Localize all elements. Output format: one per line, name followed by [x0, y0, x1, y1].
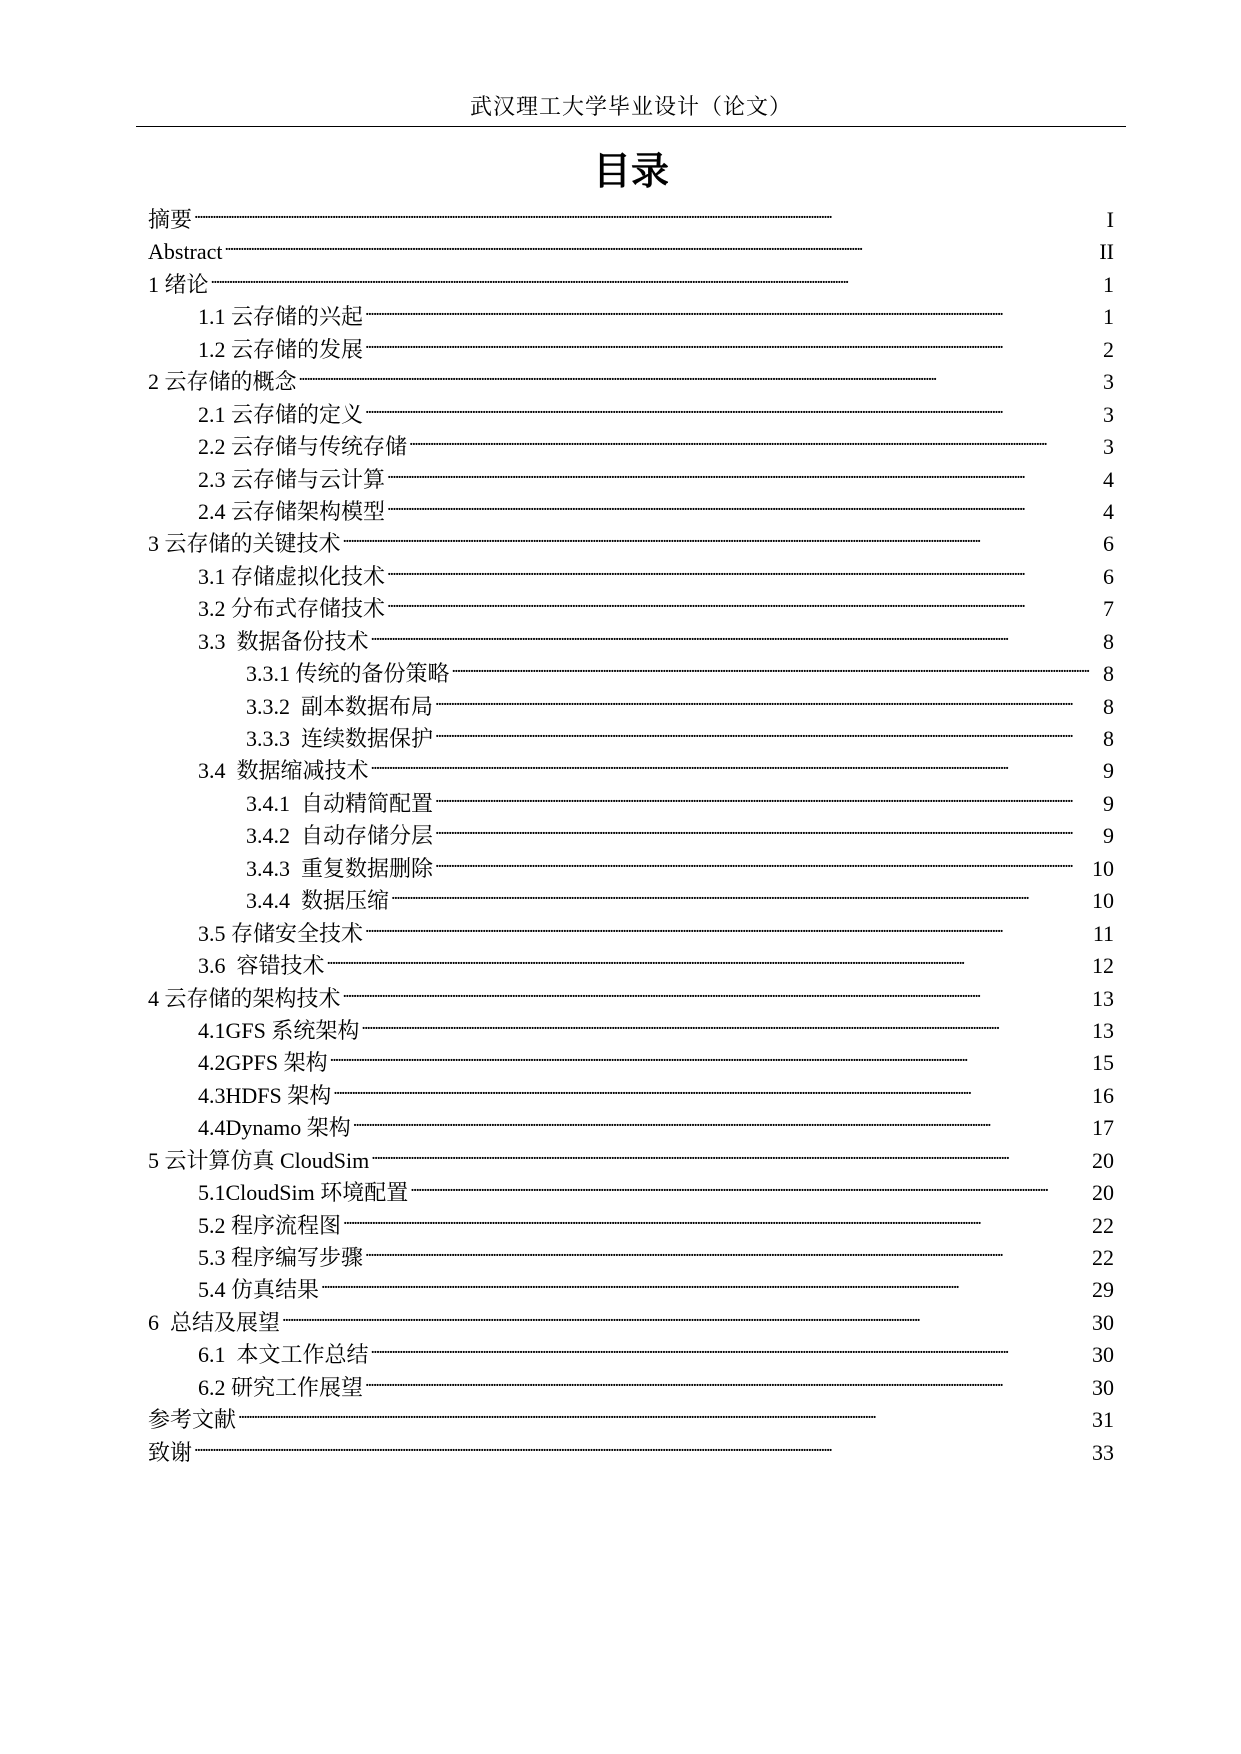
toc-entry[interactable]: [148, 227, 1114, 265]
toc-dot-leader: [435, 811, 1101, 843]
toc-entry[interactable]: [148, 1298, 1114, 1335]
toc-dot-leader: [353, 1103, 1090, 1135]
toc-dot-leader: [365, 1363, 1090, 1395]
toc-dot-leader: [330, 1038, 1090, 1070]
toc-dot-leader: [387, 455, 1101, 487]
toc-entry-label: 6.2 研究工作展望: [198, 1374, 364, 1400]
toc-entry-label: 3.3.2 副本数据布局: [246, 693, 434, 719]
toc-entry-page-number: 9: [1103, 790, 1114, 816]
toc-entry-page-number: 30: [1092, 1342, 1114, 1368]
toc-entry-page-number: 2: [1103, 336, 1114, 362]
toc-entry-page-number: 13: [1092, 1017, 1114, 1043]
toc-dot-leader: [387, 552, 1101, 584]
toc-entry-page-number: 15: [1092, 1050, 1114, 1076]
toc-entry-page-number: 1: [1103, 304, 1114, 330]
toc-dot-leader: [371, 617, 1101, 649]
toc-entry-label: 3.4.3 重复数据删除: [246, 855, 434, 881]
toc-entry-label: 1 绪论: [148, 271, 209, 297]
toc-dot-leader: [387, 584, 1101, 616]
toc-entry-label: 5.3 程序编写步骤: [198, 1245, 364, 1270]
toc-entry-page-number: 8: [1103, 726, 1114, 751]
toc-dot-leader: [365, 325, 1101, 357]
toc-entry-page-number: 11: [1092, 920, 1114, 946]
toc-dot-leader: [435, 682, 1101, 714]
toc-entry-page-number: I: [1106, 207, 1114, 232]
toc-dot-leader: [371, 746, 1101, 778]
toc-entry-label: 3.4.1 自动精简配置: [246, 790, 434, 816]
toc-entry-page-number: 7: [1103, 596, 1114, 622]
toc-entry[interactable]: [148, 1428, 1114, 1465]
toc-entry-page-number: II: [1099, 239, 1114, 265]
toc-entry-page-number: 22: [1092, 1245, 1114, 1270]
toc-entry-page-number: 31: [1092, 1407, 1114, 1433]
toc-entry-label: 3.2 分布式存储技术: [198, 596, 386, 622]
toc-entry-page-number: 9: [1103, 758, 1114, 784]
toc-entry-label: Abstract: [148, 239, 223, 265]
toc-dot-leader: [365, 292, 1101, 324]
toc-entry-label: 2.4 云存储架构模型: [198, 498, 386, 524]
toc-dot-leader: [387, 487, 1101, 519]
toc-entry[interactable]: [148, 292, 1114, 330]
toc-entry-label: 参考文献: [148, 1407, 237, 1433]
toc-entry-label: 4.4Dynamo 架构: [198, 1115, 351, 1141]
toc-entry-page-number: 22: [1092, 1212, 1114, 1238]
toc-entry-page-number: 8: [1103, 628, 1114, 654]
toc-dot-leader: [365, 390, 1101, 422]
toc-entry-label: 致谢: [148, 1439, 193, 1465]
toc-entry-page-number: 9: [1103, 823, 1114, 849]
toc-dot-leader: [194, 1428, 1090, 1460]
table-of-contents: [148, 195, 1114, 1465]
toc-entry-label: 3.3 数据备份技术: [198, 628, 369, 654]
toc-entry-page-number: 10: [1092, 855, 1114, 881]
toc-dot-leader: [299, 357, 1101, 389]
toc-entry[interactable]: [148, 1330, 1114, 1368]
toc-entry-page-number: 20: [1092, 1147, 1114, 1173]
toc-entry-page-number: 29: [1092, 1277, 1114, 1303]
toc-entry-label: 3.5 存储安全技术: [198, 920, 364, 946]
toc-entry-label: 5.2 程序流程图: [198, 1212, 342, 1238]
toc-dot-leader: [194, 195, 1105, 227]
toc-entry-label: 6.1 本文工作总结: [198, 1342, 369, 1368]
toc-dot-leader: [409, 422, 1101, 454]
toc-dot-leader: [435, 779, 1101, 811]
toc-entry-label: 5 云计算仿真 CloudSim: [148, 1147, 370, 1173]
toc-entry-label: 3.4.2 自动存储分层: [246, 823, 434, 849]
toc-dot-leader: [452, 649, 1101, 681]
toc-entry-label: 3.3.1 传统的备份策略: [246, 661, 450, 687]
toc-entry-page-number: 30: [1092, 1309, 1114, 1335]
toc-entry-label: 2 云存储的概念: [148, 369, 297, 395]
toc-entry[interactable]: [148, 1395, 1114, 1433]
toc-entry-page-number: 3: [1103, 434, 1114, 460]
toc-entry-label: 4.1GFS 系统架构: [198, 1017, 360, 1043]
toc-dot-leader: [365, 909, 1091, 941]
toc-entry-label: 1.1 云存储的兴起: [198, 304, 364, 330]
toc-dot-leader: [371, 1136, 1090, 1168]
toc-entry-label: 3.6 容错技术: [198, 953, 325, 979]
toc-dot-leader: [410, 1168, 1090, 1200]
toc-entry-page-number: 6: [1103, 531, 1114, 557]
toc-dot-leader: [225, 227, 1098, 259]
toc-entry-label: 4 云存储的架构技术: [148, 985, 341, 1011]
header-rule: [136, 126, 1126, 127]
toc-entry-page-number: 17: [1092, 1115, 1114, 1141]
toc-entry-label: 6 总结及展望: [148, 1309, 281, 1335]
toc-entry-label: 5.4 仿真结果: [198, 1277, 320, 1303]
toc-entry-label: 3.1 存储虚拟化技术: [198, 563, 386, 589]
toc-entry[interactable]: [148, 260, 1114, 297]
toc-entry-label: 1.2 云存储的发展: [198, 336, 364, 362]
toc-entry-page-number: 16: [1092, 1082, 1114, 1108]
toc-entry-label: 4.3HDFS 架构: [198, 1082, 332, 1108]
toc-dot-leader: [371, 1330, 1090, 1362]
toc-entry-label: 3.3.3 连续数据保护: [246, 726, 434, 751]
toc-entry-label: 3.4.4 数据压缩: [246, 888, 390, 914]
toc-title: 目录: [592, 149, 669, 193]
toc-entry-label: 3 云存储的关键技术: [148, 531, 341, 557]
toc-dot-leader: [333, 1071, 1090, 1103]
toc-entry-page-number: 33: [1092, 1439, 1114, 1465]
toc-dot-leader: [435, 844, 1090, 876]
toc-entry-page-number: 13: [1092, 985, 1114, 1011]
toc-dot-leader: [365, 1233, 1090, 1265]
toc-entry-label: 4.2GPFS 架构: [198, 1050, 328, 1076]
toc-entry-page-number: 12: [1092, 953, 1114, 979]
toc-entry[interactable]: [148, 195, 1114, 232]
running-header: 武汉理工大学毕业设计（论文）: [469, 94, 792, 119]
toc-entry-page-number: 8: [1103, 661, 1114, 687]
toc-dot-leader: [211, 260, 1101, 292]
toc-dot-leader: [343, 519, 1101, 551]
toc-entry-label: 摘要: [148, 207, 193, 232]
toc-entry-label: 5.1CloudSim 环境配置: [198, 1180, 409, 1206]
toc-entry-page-number: 8: [1103, 693, 1114, 719]
toc-dot-leader: [327, 941, 1090, 973]
toc-dot-leader: [361, 1006, 1090, 1038]
toc-entry-page-number: 6: [1103, 563, 1114, 589]
toc-entry-page-number: 3: [1103, 369, 1114, 395]
toc-entry-label: 2.2 云存储与传统存储: [198, 434, 408, 460]
toc-dot-leader: [343, 974, 1090, 1006]
toc-dot-leader: [435, 714, 1101, 746]
toc-dot-leader: [321, 1265, 1090, 1297]
toc-dot-leader: [282, 1298, 1090, 1330]
toc-entry-label: 2.3 云存储与云计算: [198, 466, 386, 492]
toc-entry-label: 2.1 云存储的定义: [198, 401, 364, 427]
toc-dot-leader: [343, 1201, 1090, 1233]
toc-entry-page-number: 20: [1092, 1180, 1114, 1206]
toc-dot-leader: [238, 1395, 1090, 1427]
toc-entry-label: 3.4 数据缩减技术: [198, 758, 369, 784]
toc-entry-page-number: 4: [1103, 466, 1114, 492]
toc-dot-leader: [391, 876, 1090, 908]
toc-entry-page-number: 10: [1092, 888, 1114, 914]
toc-entry-page-number: 3: [1103, 401, 1114, 427]
toc-entry-page-number: 4: [1103, 498, 1114, 524]
toc-entry-page-number: 1: [1103, 271, 1114, 297]
toc-entry-page-number: 30: [1092, 1374, 1114, 1400]
